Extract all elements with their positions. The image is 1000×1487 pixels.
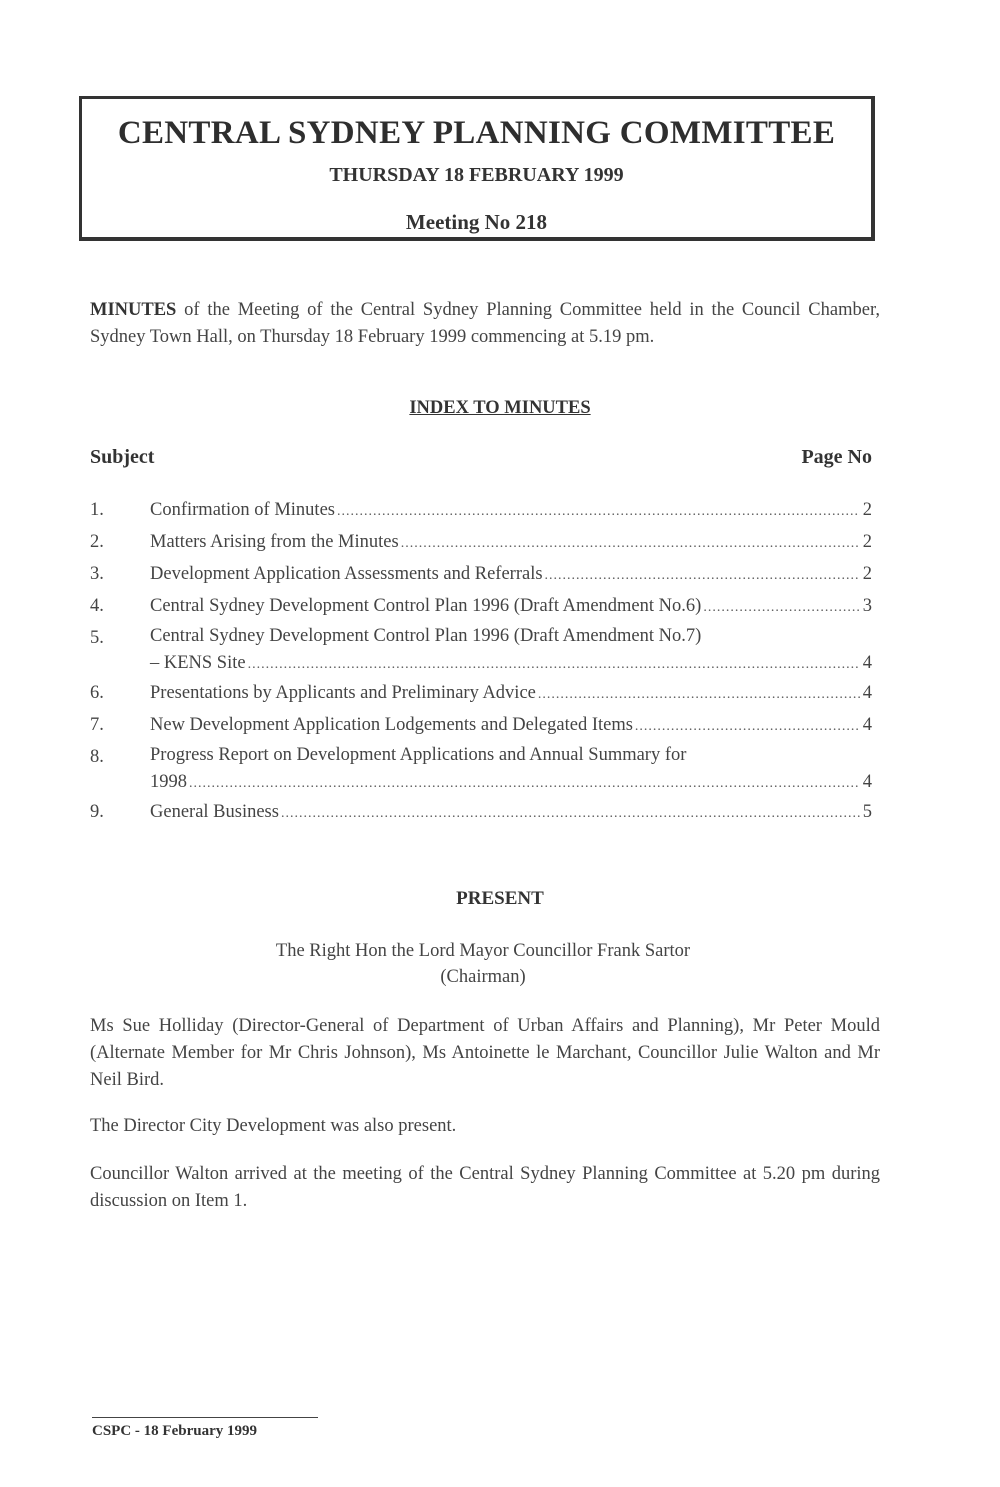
index-item-number: 1. (90, 500, 104, 520)
index-item-subject: Development Application Assessments and Referrals (150, 564, 543, 584)
index-item-number: 2. (90, 532, 104, 552)
index-item (90, 710, 872, 742)
index-item-page: 4 (862, 772, 872, 792)
index-item-subject-continued: – KENS Site (150, 653, 246, 673)
index-title: INDEX TO MINUTES (409, 398, 591, 418)
index-item (90, 678, 872, 710)
page-column-heading: Page No (801, 446, 872, 468)
director-present-paragraph: The Director City Development was also present. (90, 1116, 457, 1136)
index-item-subject: General Business (150, 802, 279, 822)
chairman-role: (Chairman) (440, 967, 526, 987)
subject-column-heading: Subject (90, 446, 155, 468)
minutes-intro-text: of the Meeting of the Central Sydney Planning Committee held in the Council Chamber, Sydney Town Hall, on Thursday 18 February 1999 commencing at 5.19 pm. (90, 300, 880, 347)
index-item (90, 559, 872, 591)
footer-divider (92, 1417, 318, 1418)
index-item-number: 7. (90, 715, 104, 735)
index-item-page: 2 (862, 500, 872, 520)
index-item-page: 2 (862, 532, 872, 552)
leader-dots (248, 651, 860, 678)
leader-dots (545, 560, 860, 591)
index-item (90, 742, 872, 797)
index-item-subject: Central Sydney Development Control Plan 1996 (Draft Amendment No.6) (150, 596, 702, 616)
index-item-number: 5. (90, 628, 104, 648)
committee-title: CENTRAL SYDNEY PLANNING COMMITTEE (117, 115, 836, 151)
leader-dots (401, 528, 860, 559)
leader-dots (337, 496, 860, 527)
leader-dots (281, 798, 860, 829)
index-item-number: 8. (90, 747, 104, 767)
index-item-page: 2 (862, 564, 872, 584)
meeting-number: Meeting No 218 (405, 210, 548, 234)
index-item-number: 4. (90, 596, 104, 616)
index-item (90, 797, 872, 829)
page-footer: CSPC - 18 February 1999 (92, 1423, 257, 1439)
members-present-paragraph: Ms Sue Holliday (Director-General of Department of Urban Affairs and Planning), Mr Peter Mould (Alternate Member for Mr Chris Johnson), Ms Antoinette le Marchant, Councillor Julie Walton and Mr Neil Bird. (90, 1016, 880, 1090)
meeting-date: THURSDAY 18 FEBRUARY 1999 (329, 164, 624, 186)
index-item (90, 495, 872, 527)
leader-dots (635, 711, 860, 742)
chairman-name: The Right Hon the Lord Mayor Councillor Frank Sartor (275, 941, 691, 961)
index-item-page: 4 (862, 715, 872, 735)
minutes-lead-word: MINUTES (90, 300, 177, 320)
minutes-intro-paragraph (90, 297, 880, 351)
index-item-page: 4 (862, 653, 872, 673)
index-item (90, 527, 872, 559)
leader-dots (703, 592, 860, 623)
index-item-subject: Matters Arising from the Minutes (150, 532, 399, 552)
index-item (90, 623, 872, 678)
index-item-page: 4 (862, 683, 872, 703)
leader-dots (189, 770, 860, 797)
index-item-number: 6. (90, 683, 104, 703)
index-item-number: 9. (90, 802, 104, 822)
index-item-subject: Progress Report on Development Applications and Annual Summary for (150, 745, 687, 765)
index-item-page: 5 (862, 802, 872, 822)
index-list (90, 495, 872, 829)
arrival-note-paragraph: Councillor Walton arrived at the meeting of the Central Sydney Planning Committee at 5.20 pm during discussion on Item 1. (90, 1164, 880, 1211)
index-item-number: 3. (90, 564, 104, 584)
index-item (90, 591, 872, 623)
index-item-subject: Presentations by Applicants and Preliminary Advice (150, 683, 536, 703)
leader-dots (538, 679, 860, 710)
index-item-page: 3 (862, 596, 872, 616)
document-header-box (79, 96, 875, 241)
index-item-subject: New Development Application Lodgements and Delegated Items (150, 715, 633, 735)
index-item-subject-continued: 1998 (150, 772, 187, 792)
present-heading: PRESENT (456, 888, 544, 909)
index-item-subject: Confirmation of Minutes (150, 500, 335, 520)
index-item-subject: Central Sydney Development Control Plan 1996 (Draft Amendment No.7) (150, 626, 702, 646)
chairman-block (0, 938, 966, 990)
